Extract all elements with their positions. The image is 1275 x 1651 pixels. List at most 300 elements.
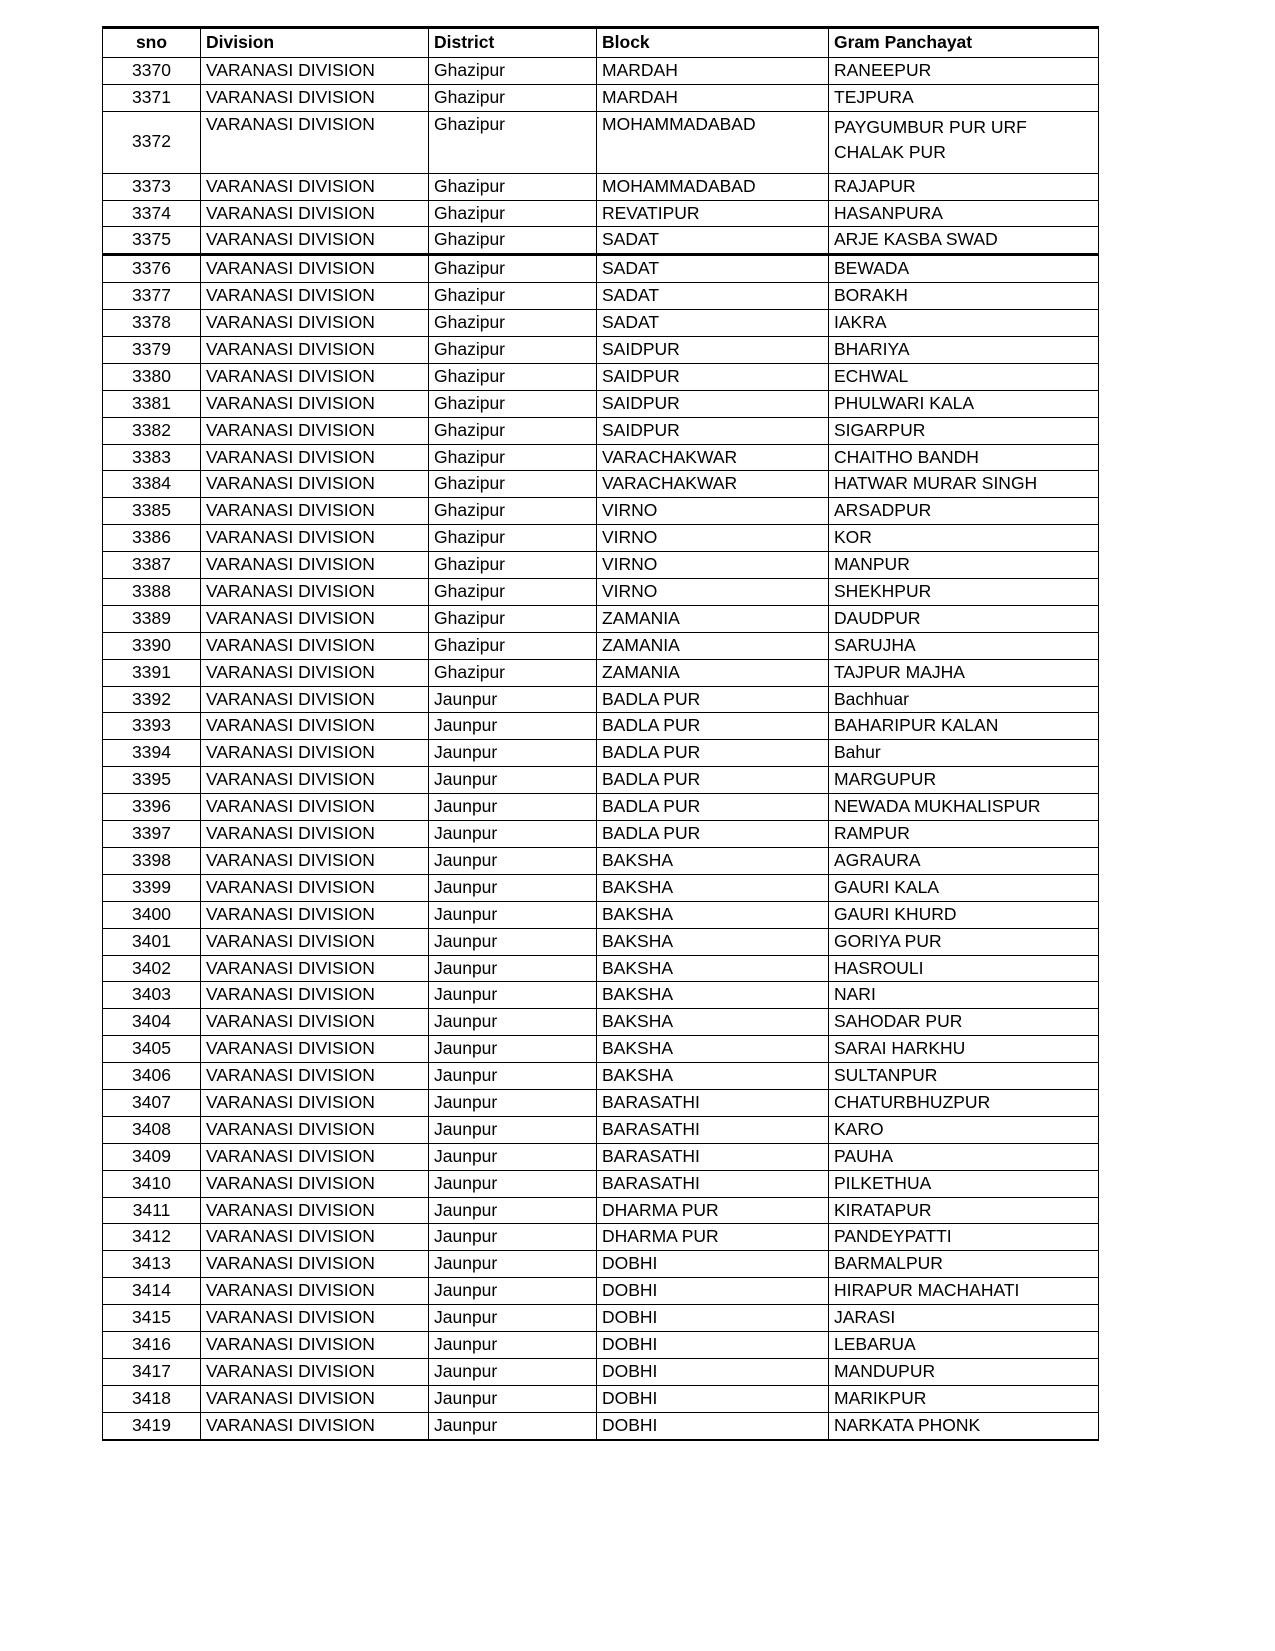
- cell-sno: 3379: [103, 337, 201, 364]
- cell-district: Jaunpur: [429, 713, 597, 740]
- cell-gram-panchayat: MARIKPUR: [829, 1385, 1099, 1412]
- table-row: [103, 713, 1099, 740]
- cell-district: Ghazipur: [429, 84, 597, 111]
- cell-district: Ghazipur: [429, 417, 597, 444]
- cell-district: Ghazipur: [429, 498, 597, 525]
- table-row: [103, 686, 1099, 713]
- cell-division: VARANASI DIVISION: [201, 1331, 429, 1358]
- cell-division: VARANASI DIVISION: [201, 57, 429, 84]
- cell-gram-panchayat: ECHWAL: [829, 363, 1099, 390]
- cell-gram-panchayat: KIRATAPUR: [829, 1197, 1099, 1224]
- cell-gram-panchayat: LEBARUA: [829, 1331, 1099, 1358]
- cell-block: ZAMANIA: [597, 632, 829, 659]
- cell-gram-panchayat: MANDUPUR: [829, 1358, 1099, 1385]
- cell-block: DHARMA PUR: [597, 1224, 829, 1251]
- table-row: [103, 1143, 1099, 1170]
- cell-division: VARANASI DIVISION: [201, 1143, 429, 1170]
- cell-division: VARANASI DIVISION: [201, 686, 429, 713]
- cell-district: Ghazipur: [429, 363, 597, 390]
- cell-division: VARANASI DIVISION: [201, 632, 429, 659]
- cell-gram-panchayat: GAURI KHURD: [829, 901, 1099, 928]
- table-row: [103, 1224, 1099, 1251]
- cell-district: Jaunpur: [429, 982, 597, 1009]
- cell-gram-panchayat: PILKETHUA: [829, 1170, 1099, 1197]
- cell-sno: 3380: [103, 363, 201, 390]
- cell-sno: 3411: [103, 1197, 201, 1224]
- cell-sno: 3418: [103, 1385, 201, 1412]
- cell-gram-panchayat: BORAKH: [829, 283, 1099, 310]
- cell-block: BAKSHA: [597, 1036, 829, 1063]
- cell-gram-panchayat: CHAITHO BANDH: [829, 444, 1099, 471]
- cell-gram-panchayat: ARJE KASBA SWAD: [829, 227, 1099, 255]
- cell-gram-panchayat: Bahur: [829, 740, 1099, 767]
- cell-gram-panchayat: HATWAR MURAR SINGH: [829, 471, 1099, 498]
- cell-division: VARANASI DIVISION: [201, 1089, 429, 1116]
- cell-gram-panchayat: HIRAPUR MACHAHATI: [829, 1278, 1099, 1305]
- cell-sno: 3385: [103, 498, 201, 525]
- cell-gram-panchayat: PAUHA: [829, 1143, 1099, 1170]
- cell-block: BAKSHA: [597, 955, 829, 982]
- cell-division: VARANASI DIVISION: [201, 1224, 429, 1251]
- cell-division: VARANASI DIVISION: [201, 310, 429, 337]
- cell-gram-panchayat: HASANPURA: [829, 200, 1099, 227]
- cell-sno: 3373: [103, 173, 201, 200]
- cell-sno: 3399: [103, 874, 201, 901]
- cell-sno: 3383: [103, 444, 201, 471]
- cell-sno: 3403: [103, 982, 201, 1009]
- cell-division: VARANASI DIVISION: [201, 1358, 429, 1385]
- cell-district: Jaunpur: [429, 847, 597, 874]
- cell-gram-panchayat: SARAI HARKHU: [829, 1036, 1099, 1063]
- cell-sno: 3402: [103, 955, 201, 982]
- cell-block: VIRNO: [597, 498, 829, 525]
- cell-block: BADLA PUR: [597, 794, 829, 821]
- cell-sno: 3371: [103, 84, 201, 111]
- cell-division: VARANASI DIVISION: [201, 1170, 429, 1197]
- table-row: [103, 227, 1099, 255]
- cell-block: BADLA PUR: [597, 686, 829, 713]
- cell-division: VARANASI DIVISION: [201, 283, 429, 310]
- table-row: [103, 740, 1099, 767]
- cell-gram-panchayat: TAJPUR MAJHA: [829, 659, 1099, 686]
- table-row: [103, 874, 1099, 901]
- cell-gram-panchayat: GORIYA PUR: [829, 928, 1099, 955]
- cell-district: Jaunpur: [429, 686, 597, 713]
- cell-block: VIRNO: [597, 552, 829, 579]
- cell-sno: 3410: [103, 1170, 201, 1197]
- table-row: [103, 1063, 1099, 1090]
- cell-sno: 3389: [103, 605, 201, 632]
- cell-district: Jaunpur: [429, 1170, 597, 1197]
- cell-district: Ghazipur: [429, 227, 597, 255]
- table-row: [103, 982, 1099, 1009]
- table-row: [103, 1009, 1099, 1036]
- table-row: [103, 337, 1099, 364]
- cell-block: MARDAH: [597, 57, 829, 84]
- cell-sno: 3388: [103, 579, 201, 606]
- cell-block: SADAT: [597, 310, 829, 337]
- table-row: [103, 847, 1099, 874]
- table-row: [103, 525, 1099, 552]
- cell-division: VARANASI DIVISION: [201, 498, 429, 525]
- cell-gram-panchayat: PHULWARI KALA: [829, 390, 1099, 417]
- table-row: [103, 1278, 1099, 1305]
- cell-sno: 3374: [103, 200, 201, 227]
- cell-division: VARANASI DIVISION: [201, 227, 429, 255]
- cell-division: VARANASI DIVISION: [201, 173, 429, 200]
- cell-district: Jaunpur: [429, 821, 597, 848]
- cell-block: DOBHI: [597, 1412, 829, 1439]
- cell-block: DOBHI: [597, 1385, 829, 1412]
- cell-district: Jaunpur: [429, 1278, 597, 1305]
- table-row: [103, 928, 1099, 955]
- cell-district: Ghazipur: [429, 579, 597, 606]
- table-row: [103, 173, 1099, 200]
- cell-sno: 3406: [103, 1063, 201, 1090]
- table-row: [103, 821, 1099, 848]
- cell-division: VARANASI DIVISION: [201, 1385, 429, 1412]
- cell-division: VARANASI DIVISION: [201, 444, 429, 471]
- cell-district: Ghazipur: [429, 471, 597, 498]
- cell-district: Jaunpur: [429, 794, 597, 821]
- cell-block: DOBHI: [597, 1358, 829, 1385]
- cell-gram-panchayat: RANEEPUR: [829, 57, 1099, 84]
- cell-sno: 3419: [103, 1412, 201, 1439]
- cell-sno: 3405: [103, 1036, 201, 1063]
- table-row: [103, 255, 1099, 283]
- cell-division: VARANASI DIVISION: [201, 740, 429, 767]
- cell-gram-panchayat: NARI: [829, 982, 1099, 1009]
- table-row: [103, 1251, 1099, 1278]
- cell-division: VARANASI DIVISION: [201, 111, 429, 173]
- cell-district: Ghazipur: [429, 310, 597, 337]
- cell-district: Ghazipur: [429, 283, 597, 310]
- cell-district: Jaunpur: [429, 1224, 597, 1251]
- cell-district: Ghazipur: [429, 632, 597, 659]
- cell-district: Jaunpur: [429, 901, 597, 928]
- column-header-district: District: [429, 28, 597, 58]
- cell-sno: 3413: [103, 1251, 201, 1278]
- cell-block: BARASATHI: [597, 1089, 829, 1116]
- cell-sno: 3390: [103, 632, 201, 659]
- cell-sno: 3394: [103, 740, 201, 767]
- table-row: [103, 1116, 1099, 1143]
- cell-sno: 3393: [103, 713, 201, 740]
- cell-sno: 3401: [103, 928, 201, 955]
- cell-division: VARANASI DIVISION: [201, 1412, 429, 1439]
- cell-gram-panchayat: PAYGUMBUR PUR URF CHALAK PUR: [829, 111, 1099, 173]
- cell-block: VARACHAKWAR: [597, 444, 829, 471]
- cell-division: VARANASI DIVISION: [201, 1116, 429, 1143]
- cell-gram-panchayat: CHATURBHUZPUR: [829, 1089, 1099, 1116]
- cell-district: Jaunpur: [429, 1412, 597, 1439]
- cell-division: VARANASI DIVISION: [201, 1251, 429, 1278]
- cell-sno: 3398: [103, 847, 201, 874]
- cell-sno: 3382: [103, 417, 201, 444]
- cell-gram-panchayat: SIGARPUR: [829, 417, 1099, 444]
- cell-block: SAIDPUR: [597, 363, 829, 390]
- cell-division: VARANASI DIVISION: [201, 713, 429, 740]
- cell-sno: 3409: [103, 1143, 201, 1170]
- cell-block: DOBHI: [597, 1305, 829, 1332]
- cell-gram-panchayat: JARASI: [829, 1305, 1099, 1332]
- cell-gram-panchayat: MANPUR: [829, 552, 1099, 579]
- cell-district: Jaunpur: [429, 1331, 597, 1358]
- cell-block: BAKSHA: [597, 847, 829, 874]
- cell-gram-panchayat: BAHARIPUR KALAN: [829, 713, 1099, 740]
- cell-division: VARANASI DIVISION: [201, 417, 429, 444]
- table-row: [103, 552, 1099, 579]
- cell-district: Ghazipur: [429, 337, 597, 364]
- cell-block: DOBHI: [597, 1251, 829, 1278]
- cell-gram-panchayat: SARUJHA: [829, 632, 1099, 659]
- cell-gram-panchayat: AGRAURA: [829, 847, 1099, 874]
- table-row: [103, 794, 1099, 821]
- cell-block: SADAT: [597, 283, 829, 310]
- cell-gram-panchayat: TEJPURA: [829, 84, 1099, 111]
- cell-block: DOBHI: [597, 1278, 829, 1305]
- cell-sno: 3377: [103, 283, 201, 310]
- cell-district: Jaunpur: [429, 1251, 597, 1278]
- table-row: [103, 767, 1099, 794]
- cell-gram-panchayat: BHARIYA: [829, 337, 1099, 364]
- cell-gram-panchayat: SAHODAR PUR: [829, 1009, 1099, 1036]
- column-header-gram-panchayat: Gram Panchayat: [829, 28, 1099, 58]
- table-row: [103, 363, 1099, 390]
- cell-sno: 3412: [103, 1224, 201, 1251]
- cell-block: ZAMANIA: [597, 605, 829, 632]
- cell-district: Jaunpur: [429, 767, 597, 794]
- cell-gram-panchayat: SULTANPUR: [829, 1063, 1099, 1090]
- cell-gram-panchayat: NARKATA PHONK: [829, 1412, 1099, 1439]
- cell-sno: 3384: [103, 471, 201, 498]
- cell-block: BAKSHA: [597, 874, 829, 901]
- table-row: [103, 200, 1099, 227]
- cell-district: Jaunpur: [429, 1385, 597, 1412]
- cell-block: BAKSHA: [597, 1009, 829, 1036]
- cell-block: BARASATHI: [597, 1143, 829, 1170]
- cell-district: Ghazipur: [429, 200, 597, 227]
- cell-division: VARANASI DIVISION: [201, 337, 429, 364]
- cell-sno: 3414: [103, 1278, 201, 1305]
- cell-division: VARANASI DIVISION: [201, 605, 429, 632]
- cell-sno: 3395: [103, 767, 201, 794]
- table-row: [103, 84, 1099, 111]
- cell-block: DHARMA PUR: [597, 1197, 829, 1224]
- table-row: [103, 1358, 1099, 1385]
- cell-gram-panchayat: RAJAPUR: [829, 173, 1099, 200]
- cell-block: VARACHAKWAR: [597, 471, 829, 498]
- table-row: [103, 1089, 1099, 1116]
- cell-gram-panchayat: RAMPUR: [829, 821, 1099, 848]
- cell-block: BAKSHA: [597, 928, 829, 955]
- table-row: [103, 390, 1099, 417]
- cell-district: Jaunpur: [429, 1358, 597, 1385]
- cell-block: SADAT: [597, 227, 829, 255]
- cell-district: Ghazipur: [429, 659, 597, 686]
- cell-division: VARANASI DIVISION: [201, 552, 429, 579]
- cell-sno: 3376: [103, 255, 201, 283]
- cell-block: SAIDPUR: [597, 390, 829, 417]
- table-row: [103, 955, 1099, 982]
- cell-sno: 3397: [103, 821, 201, 848]
- cell-gram-panchayat: BEWADA: [829, 255, 1099, 283]
- table-row: [103, 1331, 1099, 1358]
- column-header-division: Division: [201, 28, 429, 58]
- table-row: [103, 111, 1099, 173]
- gram-panchayat-table: [102, 26, 1099, 1441]
- cell-sno: 3400: [103, 901, 201, 928]
- cell-division: VARANASI DIVISION: [201, 579, 429, 606]
- cell-block: MARDAH: [597, 84, 829, 111]
- column-header-sno: sno: [103, 28, 201, 58]
- cell-sno: 3396: [103, 794, 201, 821]
- column-header-block: Block: [597, 28, 829, 58]
- cell-block: BADLA PUR: [597, 821, 829, 848]
- cell-sno: 3404: [103, 1009, 201, 1036]
- cell-division: VARANASI DIVISION: [201, 84, 429, 111]
- cell-division: VARANASI DIVISION: [201, 390, 429, 417]
- cell-sno: 3407: [103, 1089, 201, 1116]
- cell-division: VARANASI DIVISION: [201, 821, 429, 848]
- cell-block: BAKSHA: [597, 901, 829, 928]
- cell-district: Jaunpur: [429, 1197, 597, 1224]
- cell-gram-panchayat: DAUDPUR: [829, 605, 1099, 632]
- cell-district: Ghazipur: [429, 57, 597, 84]
- cell-sno: 3392: [103, 686, 201, 713]
- cell-block: BADLA PUR: [597, 740, 829, 767]
- cell-block: SADAT: [597, 255, 829, 283]
- cell-block: BAKSHA: [597, 1063, 829, 1090]
- table-header-row: [103, 28, 1099, 58]
- cell-gram-panchayat: BARMALPUR: [829, 1251, 1099, 1278]
- cell-block: MOHAMMADABAD: [597, 173, 829, 200]
- cell-division: VARANASI DIVISION: [201, 1305, 429, 1332]
- table-row: [103, 632, 1099, 659]
- cell-sno: 3378: [103, 310, 201, 337]
- cell-block: SAIDPUR: [597, 337, 829, 364]
- table-row: [103, 1305, 1099, 1332]
- cell-block: VIRNO: [597, 525, 829, 552]
- cell-sno: 3370: [103, 57, 201, 84]
- cell-sno: 3408: [103, 1116, 201, 1143]
- cell-gram-panchayat: Bachhuar: [829, 686, 1099, 713]
- cell-sno: 3372: [103, 111, 201, 173]
- cell-division: VARANASI DIVISION: [201, 1009, 429, 1036]
- cell-gram-panchayat: ARSADPUR: [829, 498, 1099, 525]
- cell-district: Jaunpur: [429, 740, 597, 767]
- cell-division: VARANASI DIVISION: [201, 1036, 429, 1063]
- cell-gram-panchayat: PANDEYPATTI: [829, 1224, 1099, 1251]
- cell-division: VARANASI DIVISION: [201, 1197, 429, 1224]
- cell-sno: 3417: [103, 1358, 201, 1385]
- cell-district: Ghazipur: [429, 444, 597, 471]
- cell-division: VARANASI DIVISION: [201, 1063, 429, 1090]
- cell-district: Ghazipur: [429, 525, 597, 552]
- cell-division: VARANASI DIVISION: [201, 1278, 429, 1305]
- cell-division: VARANASI DIVISION: [201, 767, 429, 794]
- cell-block: BAKSHA: [597, 982, 829, 1009]
- gram-panchayat-table-container: [102, 26, 1098, 1441]
- cell-gram-panchayat: SHEKHPUR: [829, 579, 1099, 606]
- cell-gram-panchayat: KARO: [829, 1116, 1099, 1143]
- cell-gram-panchayat: GAURI KALA: [829, 874, 1099, 901]
- cell-sno: 3375: [103, 227, 201, 255]
- table-header: [103, 28, 1099, 58]
- table-row: [103, 283, 1099, 310]
- cell-district: Jaunpur: [429, 1143, 597, 1170]
- cell-sno: 3391: [103, 659, 201, 686]
- cell-division: VARANASI DIVISION: [201, 847, 429, 874]
- cell-sno: 3415: [103, 1305, 201, 1332]
- cell-division: VARANASI DIVISION: [201, 200, 429, 227]
- cell-division: VARANASI DIVISION: [201, 901, 429, 928]
- table-row: [103, 1036, 1099, 1063]
- table-row: [103, 57, 1099, 84]
- cell-gram-panchayat: MARGUPUR: [829, 767, 1099, 794]
- cell-block: BADLA PUR: [597, 767, 829, 794]
- cell-district: Jaunpur: [429, 874, 597, 901]
- cell-district: Jaunpur: [429, 1036, 597, 1063]
- table-row: [103, 1170, 1099, 1197]
- cell-division: VARANASI DIVISION: [201, 794, 429, 821]
- table-body: [103, 57, 1099, 1439]
- cell-district: Ghazipur: [429, 111, 597, 173]
- cell-division: VARANASI DIVISION: [201, 363, 429, 390]
- table-row: [103, 310, 1099, 337]
- cell-district: Jaunpur: [429, 955, 597, 982]
- cell-division: VARANASI DIVISION: [201, 955, 429, 982]
- cell-sno: 3386: [103, 525, 201, 552]
- table-row: [103, 1197, 1099, 1224]
- table-row: [103, 1385, 1099, 1412]
- table-row: [103, 579, 1099, 606]
- cell-division: VARANASI DIVISION: [201, 928, 429, 955]
- cell-block: DOBHI: [597, 1331, 829, 1358]
- table-row: [103, 498, 1099, 525]
- table-row: [103, 659, 1099, 686]
- cell-gram-panchayat: KOR: [829, 525, 1099, 552]
- table-row: [103, 417, 1099, 444]
- cell-block: MOHAMMADABAD: [597, 111, 829, 173]
- cell-district: Ghazipur: [429, 605, 597, 632]
- cell-district: Jaunpur: [429, 1089, 597, 1116]
- cell-block: ZAMANIA: [597, 659, 829, 686]
- table-row: [103, 1412, 1099, 1439]
- cell-block: VIRNO: [597, 579, 829, 606]
- cell-division: VARANASI DIVISION: [201, 525, 429, 552]
- cell-district: Ghazipur: [429, 552, 597, 579]
- cell-gram-panchayat: IAKRA: [829, 310, 1099, 337]
- cell-district: Jaunpur: [429, 1305, 597, 1332]
- cell-block: SAIDPUR: [597, 417, 829, 444]
- cell-division: VARANASI DIVISION: [201, 874, 429, 901]
- cell-gram-panchayat: NEWADA MUKHALISPUR: [829, 794, 1099, 821]
- cell-district: Jaunpur: [429, 1009, 597, 1036]
- cell-block: REVATIPUR: [597, 200, 829, 227]
- cell-gram-panchayat: HASROULI: [829, 955, 1099, 982]
- cell-sno: 3387: [103, 552, 201, 579]
- cell-division: VARANASI DIVISION: [201, 659, 429, 686]
- cell-block: BARASATHI: [597, 1170, 829, 1197]
- table-row: [103, 444, 1099, 471]
- table-row: [103, 605, 1099, 632]
- cell-sno: 3381: [103, 390, 201, 417]
- cell-district: Jaunpur: [429, 928, 597, 955]
- table-row: [103, 471, 1099, 498]
- cell-district: Ghazipur: [429, 390, 597, 417]
- cell-division: VARANASI DIVISION: [201, 471, 429, 498]
